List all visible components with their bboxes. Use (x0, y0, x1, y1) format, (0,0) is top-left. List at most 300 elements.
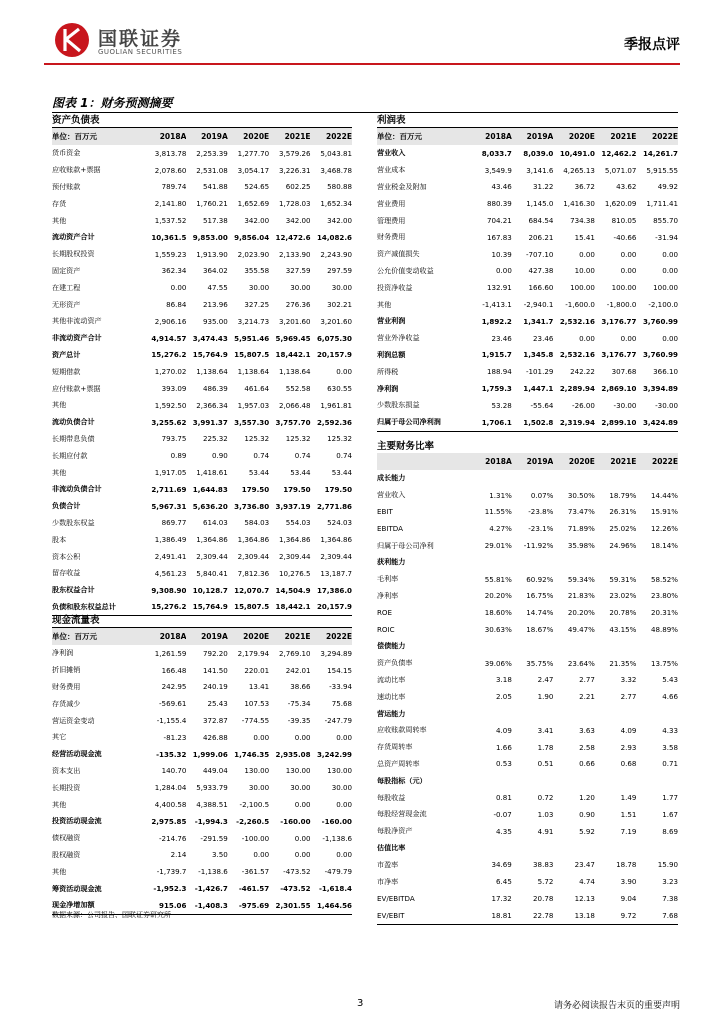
cell-y2022: 1,364.86 (320, 535, 352, 545)
logo-english-text: GUOLIAN SECURITIES (98, 48, 183, 56)
table-row (52, 347, 352, 364)
cell-label: 流动比率 (377, 674, 406, 684)
cell-y2021: 43.62 (616, 182, 637, 192)
cell-y2019: -2,940.1 (523, 300, 554, 310)
table-row (377, 313, 678, 330)
cell-y2018 (470, 705, 512, 722)
cell-y2021 (595, 772, 637, 789)
cell-y2019: 16.75% (526, 591, 554, 601)
table-row (52, 431, 352, 448)
cell-label: 流动负债合计 (52, 417, 95, 427)
cell-y2020: 179.50 (241, 484, 270, 494)
cell-y2022: 1.77 (662, 793, 678, 803)
table-row (377, 705, 678, 722)
cell-label: 营业成本 (377, 165, 406, 175)
table-row (52, 779, 352, 796)
cell-y2020: 130.00 (244, 766, 270, 776)
table-row (377, 772, 678, 789)
cell-y2022: -247.79 (324, 716, 352, 726)
cell-y2019: -55.64 (530, 400, 554, 410)
cell-y2020: 1,277.70 (237, 148, 270, 158)
cell-y2022 (636, 705, 678, 722)
cell-y2022: 0.71 (662, 759, 678, 769)
cell-y2019: -101.29 (525, 367, 554, 377)
cell-y2021: 2.77 (620, 692, 637, 702)
cell-label: 营业外净收益 (377, 333, 420, 343)
table-row (52, 729, 352, 746)
cell-label: 营运能力 (377, 708, 406, 718)
cell-y2021: 3,937.19 (275, 501, 311, 511)
cell-y2021: 100.00 (611, 283, 637, 293)
cell-y2022 (636, 638, 678, 655)
cell-y2021: 327.59 (285, 266, 311, 276)
header-y2020: 2020E (553, 128, 595, 145)
cell-y2021: 1,728.03 (278, 199, 311, 209)
cell-label: 净利润 (52, 648, 74, 658)
cell-y2022: 0.00 (336, 732, 352, 742)
cell-y2019: 1,644.83 (192, 484, 228, 494)
cell-y2020: 1,652.69 (237, 199, 270, 209)
cell-y2019: 4,388.51 (196, 800, 228, 810)
cell-y2020: 2,289.94 (559, 384, 595, 394)
cell-y2018: 1,759.3 (481, 384, 512, 394)
header-y2018: 2018A (470, 128, 512, 145)
table-row (377, 907, 678, 924)
header-y2021: 2021E (595, 128, 637, 145)
header-y2021: 2021E (269, 628, 310, 645)
header-y2020: 2020E (553, 453, 595, 470)
cell-label: ROIC (377, 625, 395, 635)
cell-label: 所得税 (377, 366, 399, 376)
cell-y2018: 4.09 (496, 725, 512, 735)
cell-y2019 (512, 772, 554, 789)
cell-y2022: 1,652.34 (320, 199, 352, 209)
cell-y2019: 23.46 (533, 333, 554, 343)
cell-y2018: 15,276.2 (151, 350, 187, 360)
cell-y2022: 1,464.56 (311, 897, 352, 914)
cell-y2018: 34.69 (491, 860, 512, 870)
table-row (377, 756, 678, 773)
cell-y2018: 166.48 (161, 665, 187, 675)
cell-y2018: 1,284.04 (154, 783, 187, 793)
cell-y2021: 0.00 (620, 249, 637, 259)
cell-label: 营业利润 (377, 316, 406, 326)
cell-y2020: 4.74 (579, 877, 595, 887)
table-row (52, 279, 352, 296)
cell-y2022: 14,082.6 (316, 232, 352, 242)
cell-y2021: 552.58 (285, 384, 311, 394)
cell-y2018: 188.94 (487, 367, 512, 377)
cell-y2021: 1,364.86 (278, 535, 311, 545)
cell-y2020: 2.58 (579, 742, 595, 752)
cell-y2022: 0.00 (662, 249, 678, 259)
table-row (377, 520, 678, 537)
ratios-header-row (377, 453, 678, 470)
cell-y2021: 342.00 (285, 216, 311, 226)
cell-y2020: 10.00 (574, 266, 595, 276)
cell-y2021: 2,869.10 (601, 384, 637, 394)
cell-y2021: 125.32 (285, 434, 311, 444)
cell-y2022: 8.69 (662, 826, 678, 836)
table-row (377, 571, 678, 588)
cell-y2021: 242.01 (285, 665, 311, 675)
cell-label: 其他非流动资产 (52, 316, 102, 326)
cell-y2020: 12.13 (574, 893, 595, 903)
cell-y2019 (512, 638, 554, 655)
cell-y2018: 3,813.78 (154, 148, 187, 158)
page-number: 3 (357, 998, 364, 1009)
cell-y2022: 5,915.55 (646, 165, 678, 175)
cell-y2022: -33.94 (329, 682, 352, 692)
cell-y2022: 4.33 (662, 725, 678, 735)
table-row (52, 246, 352, 263)
cell-y2022: 0.00 (336, 850, 352, 860)
cell-y2019: 1.03 (537, 809, 554, 819)
cell-y2021: 1,620.09 (604, 199, 637, 209)
table-row (52, 380, 352, 397)
table-row (377, 655, 678, 672)
cell-y2020: 0.00 (253, 850, 270, 860)
cell-y2018: 704.21 (487, 216, 512, 226)
cell-y2019: 38.83 (533, 860, 554, 870)
cell-y2019: 684.54 (528, 216, 554, 226)
cell-label: 股本 (52, 534, 67, 544)
cell-y2019: 1.90 (537, 692, 554, 702)
cell-y2019: 9,853.00 (192, 232, 228, 242)
table-row (52, 498, 352, 515)
table-row (377, 487, 678, 504)
cell-y2019: 4.91 (537, 826, 554, 836)
cell-y2020: 49.47% (567, 625, 595, 635)
cell-y2020: 3,054.17 (237, 165, 270, 175)
header-y2018: 2018A (470, 453, 512, 470)
cell-y2022: 7.68 (636, 907, 678, 924)
table-row (377, 330, 678, 347)
cell-y2022: 2,243.90 (320, 249, 352, 259)
cell-y2020: 2.21 (579, 692, 595, 702)
cell-y2018: 915.06 (145, 897, 186, 914)
cell-y2018: 1.66 (496, 742, 512, 752)
cell-label: 负债和股东权益总计 (52, 599, 145, 616)
cell-y2020: 2,309.44 (237, 552, 270, 562)
cell-label: 其他 (52, 799, 67, 809)
cell-y2021: 2,133.90 (278, 249, 311, 259)
cell-y2022: 342.00 (327, 216, 352, 226)
cell-y2019: 0.90 (211, 451, 228, 461)
cell-y2021: 30.00 (290, 283, 311, 293)
cell-label: 筹资活动现金流 (52, 883, 102, 893)
table-row (377, 179, 678, 196)
cell-y2022: 18.14% (650, 541, 678, 551)
header-y2021: 2021E (595, 453, 637, 470)
cell-y2020: 30.00 (248, 783, 270, 793)
cell-y2022: 53.44 (331, 468, 352, 478)
cell-y2018: 4.35 (496, 826, 512, 836)
cell-y2020: 1,416.30 (563, 199, 595, 209)
logo-text: 国联证券 (98, 28, 183, 50)
cell-label: 资产负债率 (377, 658, 413, 668)
table-row (377, 363, 678, 380)
cell-y2020: 30.00 (248, 283, 270, 293)
cell-label: 资产总计 (52, 349, 81, 359)
cell-label: EV/EBITDA (377, 893, 415, 903)
cell-y2021: 5,071.07 (604, 165, 637, 175)
cell-label: 其他 (52, 400, 67, 410)
cell-y2021: 18,442.1 (275, 350, 311, 360)
cell-y2022: 15.91% (650, 507, 678, 517)
cell-y2019: 792.20 (202, 648, 228, 658)
table-row (377, 823, 678, 840)
cell-y2020: 71.89% (567, 524, 595, 534)
table-row (52, 515, 352, 532)
cell-y2022: -31.94 (655, 232, 678, 242)
cell-y2021: 3,176.77 (601, 316, 637, 326)
cell-y2022: 130.00 (327, 766, 352, 776)
cell-label: 流动资产合计 (52, 232, 95, 242)
cell-y2021: 9.04 (620, 893, 637, 903)
cell-y2021: 307.68 (611, 367, 637, 377)
cell-y2020: 1,746.35 (234, 749, 270, 759)
cell-label: 每股净资产 (377, 826, 413, 836)
cell-y2019: 1.78 (537, 742, 554, 752)
cell-y2019: 541.88 (202, 182, 228, 192)
cell-y2019: 60.92% (526, 574, 554, 584)
cell-y2021: -473.52 (283, 867, 311, 877)
cell-y2018: 20.20% (484, 591, 512, 601)
cell-y2019: 2,366.34 (196, 400, 228, 410)
cell-y2019: -707.10 (525, 249, 554, 259)
header-y2019: 2019A (512, 453, 554, 470)
header-label: 单位：百万元 (52, 628, 145, 645)
cell-y2018: 10.39 (491, 249, 512, 259)
cell-y2019: 15,764.9 (192, 350, 228, 360)
cell-label: 其他 (52, 215, 67, 225)
cell-y2022: 3,242.99 (316, 749, 352, 759)
cell-y2020: -461.57 (238, 884, 270, 894)
cell-y2022 (636, 840, 678, 857)
cell-y2019: 0.07% (530, 490, 554, 500)
cell-y2018: -135.32 (156, 749, 187, 759)
cell-y2021: 3,579.26 (278, 148, 311, 158)
cell-y2020: 0.90 (579, 809, 595, 819)
cell-y2020 (553, 638, 595, 655)
table-row (52, 830, 352, 847)
cell-y2019: 206.21 (528, 232, 554, 242)
cell-label: 归属于母公司净利润 (377, 414, 470, 431)
cell-y2019: 5,933.79 (196, 783, 228, 793)
cell-y2018: 4.27% (489, 524, 512, 534)
cell-y2021 (595, 470, 637, 487)
cell-y2020: 3,736.80 (234, 501, 270, 511)
table-row (377, 806, 678, 823)
table-row (377, 537, 678, 554)
cell-y2021: 18.78 (616, 860, 637, 870)
table-row (52, 662, 352, 679)
cell-y2022: 3.58 (662, 742, 678, 752)
cell-y2018: 10,361.5 (151, 232, 187, 242)
cashflow-title: 现金流量表 (52, 614, 352, 628)
table-row (52, 481, 352, 498)
cell-label: 每股经营现金流 (377, 809, 427, 819)
cell-y2022: 30.00 (331, 783, 352, 793)
cell-y2020: 1,364.86 (237, 535, 270, 545)
table-row (377, 229, 678, 246)
cell-y2019: 1,760.21 (196, 199, 228, 209)
table-row (377, 789, 678, 806)
cell-y2018: 0.89 (170, 451, 187, 461)
cell-label: 市净率 (377, 876, 399, 886)
cell-y2022: 179.50 (324, 484, 352, 494)
cell-y2018: 1,559.23 (154, 249, 187, 259)
cell-y2020: 13.18 (553, 907, 595, 924)
cell-y2022: 4.66 (662, 692, 678, 702)
cell-y2019: -1,994.3 (194, 816, 228, 826)
table-row (52, 695, 352, 712)
cell-y2020: 524.65 (244, 182, 270, 192)
cell-y2021: 0.00 (294, 850, 311, 860)
cell-y2022: 0.00 (336, 800, 352, 810)
table-row (377, 621, 678, 638)
balance-sheet-title: 资产负债表 (52, 114, 352, 128)
cell-y2021: 0.68 (620, 759, 637, 769)
table-row (52, 847, 352, 864)
cell-y2020: -774.55 (241, 716, 270, 726)
cell-y2019: 5.72 (537, 877, 554, 887)
cell-y2021: 12,472.6 (275, 232, 311, 242)
table-row (52, 863, 352, 880)
cell-y2022: -1,618.4 (318, 884, 352, 894)
cell-y2019: 18.67% (526, 625, 554, 635)
cell-y2018: 15,276.2 (145, 599, 186, 616)
cell-label: 总资产周转率 (377, 758, 420, 768)
cell-label: 资本支出 (52, 765, 81, 775)
cell-y2021: -39.35 (287, 716, 311, 726)
cell-y2021: -160.00 (280, 816, 311, 826)
cell-y2020 (553, 554, 595, 571)
cell-label: 股东权益合计 (52, 585, 95, 595)
table-row (52, 813, 352, 830)
cell-y2021: -40.66 (613, 232, 637, 242)
table-row (377, 212, 678, 229)
cell-y2021: 38.66 (290, 682, 311, 692)
cell-y2019: 15,764.9 (186, 599, 227, 616)
cell-y2022 (636, 470, 678, 487)
cell-y2021: -1,800.0 (606, 300, 637, 310)
cell-y2018 (470, 772, 512, 789)
income-statement-table (377, 128, 678, 432)
cell-y2018: -214.76 (159, 833, 187, 843)
header-label: 单位：百万元 (52, 128, 145, 145)
cell-y2018: 2,906.16 (154, 316, 187, 326)
cell-y2020: 242.22 (570, 367, 595, 377)
cell-y2020: 7,812.36 (237, 568, 270, 578)
cell-y2019 (512, 554, 554, 571)
cell-y2022: 302.21 (327, 300, 352, 310)
cell-y2021: 276.36 (285, 300, 311, 310)
cell-y2019: 5,840.41 (196, 568, 228, 578)
cell-y2019: 1,345.8 (523, 350, 554, 360)
cell-y2018: 2,141.80 (154, 199, 187, 209)
cell-y2018: -569.61 (159, 699, 187, 709)
cell-y2022: 12.26% (650, 524, 678, 534)
cell-y2022 (636, 772, 678, 789)
cell-y2018: 4,914.57 (151, 333, 187, 343)
cell-y2022: 3,760.99 (642, 350, 678, 360)
cell-y2020: 107.53 (244, 699, 270, 709)
header-y2019: 2019A (186, 628, 227, 645)
cell-y2020: 1,957.03 (237, 400, 270, 410)
cell-label: 经营活动现金流 (52, 749, 102, 759)
cell-y2019: 427.38 (528, 266, 554, 276)
table-row (52, 330, 352, 347)
table-row (377, 380, 678, 397)
cell-y2019: 3,474.43 (192, 333, 228, 343)
cell-label: 存货周转率 (377, 742, 413, 752)
cell-y2021: -473.52 (280, 884, 311, 894)
cell-label: 其他 (377, 299, 392, 309)
cell-y2019: 372.87 (202, 716, 228, 726)
cell-y2020: 734.38 (570, 216, 595, 226)
cell-y2018: 1,892.2 (481, 316, 512, 326)
cell-y2019: -23.1% (528, 524, 554, 534)
cell-label: 营业收入 (377, 490, 406, 500)
table-row (52, 763, 352, 780)
header-y2020: 2020E (228, 628, 269, 645)
cell-y2021: 2,899.10 (595, 414, 637, 431)
table-row (377, 672, 678, 689)
cell-y2019: 10,128.7 (192, 585, 228, 595)
cell-y2020: 2,179.94 (237, 648, 270, 658)
cell-label: 股权融资 (52, 849, 81, 859)
cell-y2018: 43.46 (491, 182, 512, 192)
cell-y2018: -1,155.4 (156, 716, 187, 726)
cell-y2020: 0.66 (579, 759, 595, 769)
cell-y2021: 179.50 (283, 484, 311, 494)
data-source-note: 数据来源：公司报告、国联证券研究所 (52, 911, 171, 919)
cell-y2020: 584.03 (244, 518, 270, 528)
cell-y2022: 3,294.89 (320, 648, 352, 658)
cell-y2020 (553, 772, 595, 789)
cell-y2019: 449.04 (202, 766, 228, 776)
table-row (377, 347, 678, 364)
cell-y2021: 12,462.2 (601, 148, 637, 158)
table-row (377, 470, 678, 487)
cell-y2018: 18.81 (470, 907, 512, 924)
cell-y2020: 13.41 (248, 682, 270, 692)
cell-y2022: 2,309.44 (320, 552, 352, 562)
cell-y2018: 2.05 (496, 692, 512, 702)
cell-label: 长期投资 (52, 782, 81, 792)
cell-label: 营运资金变动 (52, 715, 95, 725)
cell-y2018: 23.46 (491, 333, 512, 343)
cell-y2021: 0.00 (294, 800, 311, 810)
cell-y2019 (512, 840, 554, 857)
cell-y2020: 35.98% (567, 541, 595, 551)
cell-y2018: 869.77 (161, 518, 187, 528)
cell-y2022: 2,592.36 (316, 417, 352, 427)
cell-y2022: 0.00 (336, 367, 352, 377)
cell-y2022: 855.70 (653, 216, 678, 226)
table-row (377, 162, 678, 179)
cell-label: 应收账款周转率 (377, 725, 427, 735)
table-row (377, 722, 678, 739)
cell-y2021: 2,769.10 (278, 648, 311, 658)
table-row (377, 890, 678, 907)
cell-y2019: 935.00 (202, 316, 228, 326)
balance-sheet-block (52, 114, 352, 616)
cell-y2019: -23.8% (528, 507, 554, 517)
cell-y2021: 0.00 (620, 266, 637, 276)
